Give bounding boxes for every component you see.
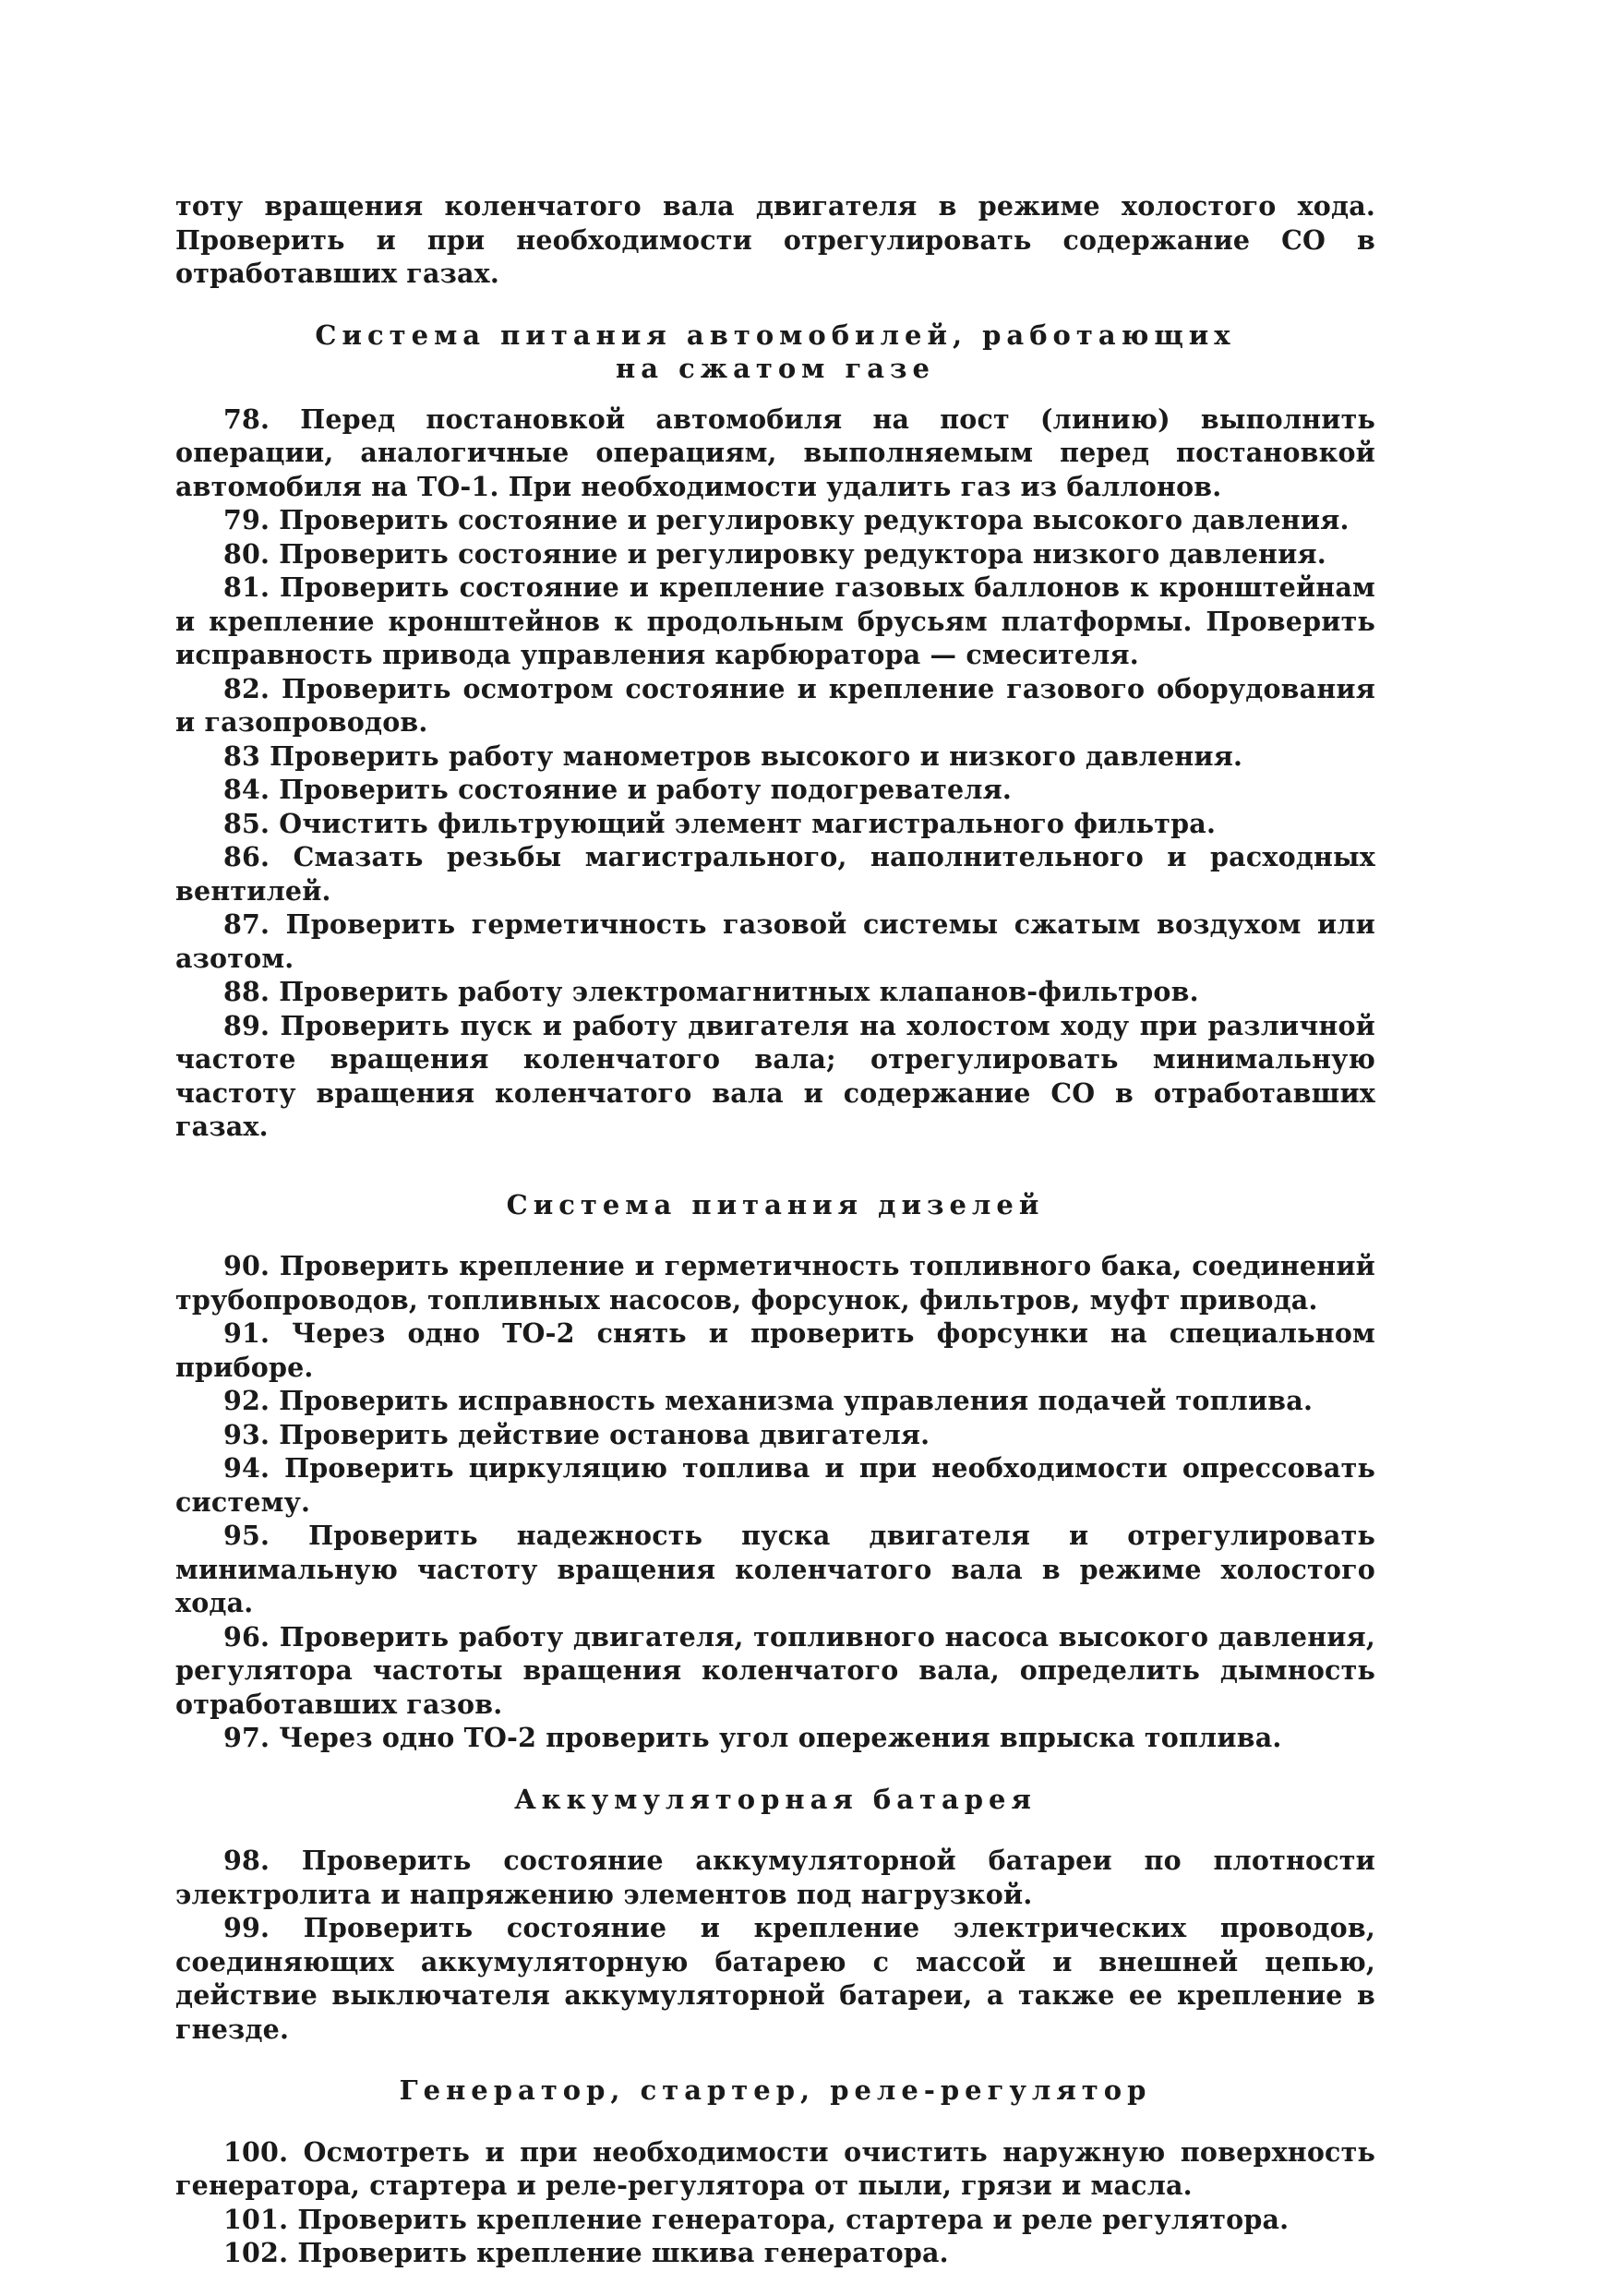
list-item: 80. Проверить состояние и регулировку редуктора низкого давления. <box>223 537 1326 570</box>
list-item: 83 Проверить работу манометров высокого и низкого давления. <box>223 739 1243 772</box>
spacer <box>175 291 1375 319</box>
spacer <box>175 2046 1375 2074</box>
list-item: 78. Перед постановкой автомобиля на пост (линию) выполнить операции, аналогичные операциям, выполняемым перед постановкой автомобиля на ТО-1. При необходимости удалить газ из баллонов. <box>175 403 1375 502</box>
list-item: 99. Проверить состояние и крепление электрических проводов, соединяющих аккумуляторную батарею с массой и внешней цепью, действие выключателя аккумуляторной батареи, а также ее крепление в гнезде. <box>175 1912 1375 2045</box>
section-battery <box>175 1783 1375 2047</box>
section-heading: Система питания автомобилей, работающих <box>315 319 1236 351</box>
list-item: 93. Проверить действие останова двигателя. <box>223 1418 930 1450</box>
list-item: 102. Проверить крепление шкива генератора. <box>223 2237 949 2268</box>
list-item: 84. Проверить состояние и работу подогревателя. <box>223 774 1013 805</box>
section-heading: Система питания дизелей <box>506 1188 1045 1220</box>
list-item: 100. Осмотреть и при необходимости очистить наружную поверхность генератора, стартера и реле-регулятора от пыли, грязи и масла. <box>175 2135 1375 2201</box>
list-item: 85. Очистить фильтрующий элемент магистрального фильтра. <box>223 807 1217 839</box>
spacer <box>175 1221 1375 1249</box>
list-item: 95. Проверить надежность пуска двигателя и отрегулировать минимальную частоту вращения коленчатого вала в режиме холостого хода. <box>175 1520 1375 1618</box>
list-item: 87. Проверить герметичность газовой системы сжатым воздухом или азотом. <box>175 908 1375 974</box>
section-diesel-fuel-system <box>175 1188 1375 1755</box>
list-item: 97. Через одно ТО-2 проверить угол опережения впрыска топлива. <box>223 1722 1282 1753</box>
spacer <box>175 1144 1375 1188</box>
list-item: 81. Проверить состояние и крепление газовых баллонов к кронштейнам и крепление кронштейнов к продольным брусьям платформы. Проверить исправность привода управления карбюратора — смесителя. <box>175 571 1375 670</box>
spacer <box>175 1755 1375 1783</box>
section-gas-fuel-system <box>175 319 1375 1144</box>
section-heading: Аккумуляторная батарея <box>514 1783 1037 1815</box>
list-item: 86. Смазать резьбы магистрального, наполнительного и расходных вентилей. <box>175 841 1375 907</box>
list-item: 79. Проверить состояние и регулировку редуктора высокого давления. <box>223 504 1350 535</box>
list-item: 101. Проверить крепление генератора, стартера и реле регулятора. <box>223 2203 1290 2235</box>
list-item: 89. Проверить пуск и работу двигателя на холостом ходу при различной частоте вращения коленчатого вала; отрегулировать минимальную частоту вращения коленчатого вала и содержание СО в отработавших газах. <box>175 1009 1375 1142</box>
section-generator-starter <box>175 2074 1375 2270</box>
document-page <box>175 189 1375 2270</box>
list-item: 90. Проверить крепление и герметичность топливного бака, соединений трубопроводов, топливных насосов, форсунок, фильтров, муфт привода. <box>175 1250 1375 1316</box>
spacer <box>175 2108 1375 2135</box>
spacer <box>175 1816 1375 1844</box>
list-item: 91. Через одно ТО-2 снять и проверить форсунки на специальном приборе. <box>175 1317 1375 1383</box>
list-item: 98. Проверить состояние аккумуляторной батареи по плотности электролита и напряжению элементов под нагрузкой. <box>175 1845 1375 1910</box>
list-item: 94. Проверить циркуляцию топлива и при необходимости опрессовать систему. <box>175 1452 1375 1518</box>
section-heading-line2: на сжатом газе <box>616 353 935 384</box>
list-item: 96. Проверить работу двигателя, топливного насоса высокого давления, регулятора частоты вращения коленчатого вала, определить дымность отработавших газов. <box>175 1620 1375 1720</box>
list-item: 88. Проверить работу электромагнитных клапанов-фильтров. <box>223 976 1199 1007</box>
list-item: 82. Проверить осмотром состояние и крепление газового оборудования и газопроводов. <box>175 672 1375 738</box>
spacer <box>175 386 1375 403</box>
section-heading: Генератор, стартер, реле-регулятор <box>399 2074 1152 2106</box>
intro-paragraph: тоту вращения коленчатого вала двигателя в режиме холостого хода. Проверить и при необходимости отрегулировать содержание СО в отработавших газах. <box>175 190 1375 289</box>
list-item: 92. Проверить исправность механизма управления подачей топлива. <box>223 1385 1314 1416</box>
